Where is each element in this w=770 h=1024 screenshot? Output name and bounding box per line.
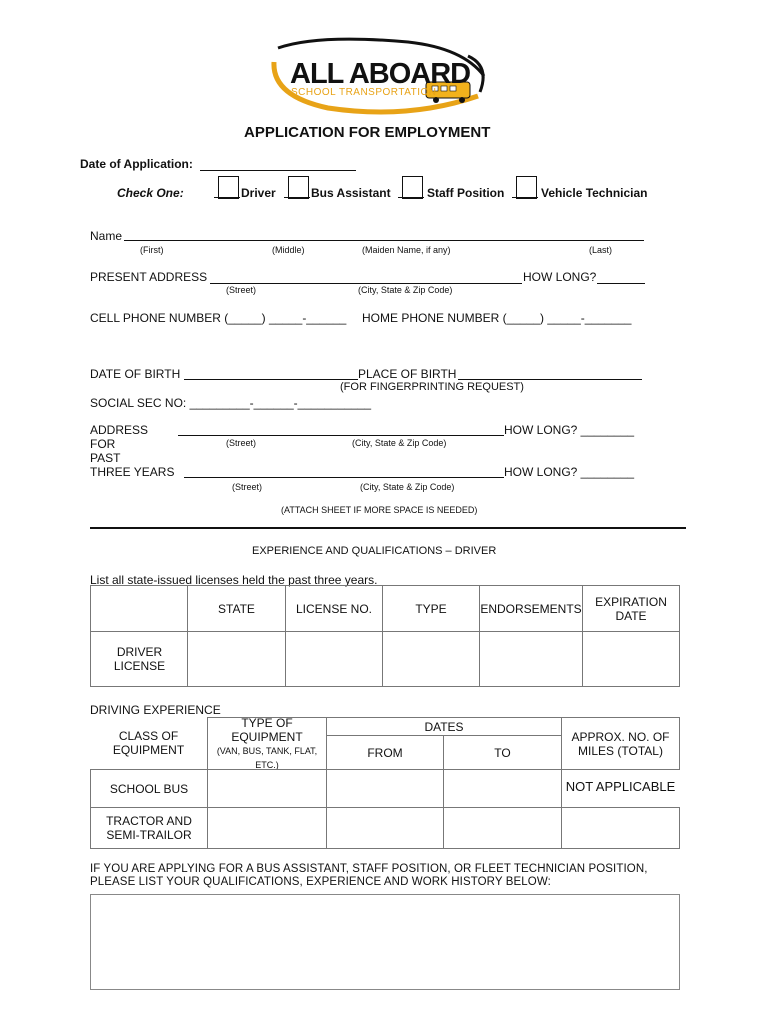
experience-heading: EXPERIENCE AND QUALIFICATIONS – DRIVER <box>252 545 497 557</box>
past-address-1-field[interactable] <box>178 435 504 436</box>
home-phone-field[interactable]: HOME PHONE NUMBER (_____) _____-_______ <box>362 311 632 325</box>
past-address-2-field[interactable] <box>184 477 504 478</box>
class-of-equipment-header: CLASS OF EQUIPMENT <box>90 717 208 770</box>
to-header: TO <box>443 735 562 770</box>
bus-assistant-checkbox[interactable] <box>288 176 309 199</box>
cell-phone-field[interactable]: CELL PHONE NUMBER (_____) _____-______ <box>90 311 347 325</box>
ssn-field[interactable]: SOCIAL SEC NO: _________-______-___________ <box>90 396 372 410</box>
bus-assistant-option-label: Bus Assistant <box>311 186 391 200</box>
city-caption: (City, State & Zip Code) <box>358 285 453 295</box>
license-expiration-cell[interactable] <box>582 631 680 687</box>
maiden-name-caption: (Maiden Name, if any) <box>362 245 451 255</box>
present-how-long-field[interactable] <box>597 283 645 284</box>
license-blank-header <box>90 585 188 632</box>
license-header-expiration: EXPIRATION DATE <box>582 585 680 632</box>
pob-label: PLACE OF BIRTH <box>358 367 457 381</box>
license-number-cell[interactable] <box>285 631 383 687</box>
driver-license-row-label: DRIVER LICENSE <box>90 631 188 687</box>
street-caption: (Street) <box>226 285 257 295</box>
attach-note: (ATTACH SHEET IF MORE SPACE IS NEEDED) <box>281 505 478 515</box>
from-header: FROM <box>326 735 444 770</box>
license-header-type: TYPE <box>382 585 480 632</box>
staff-position-checkbox[interactable] <box>402 176 423 199</box>
tractor-type-cell[interactable] <box>207 807 327 849</box>
pob-field[interactable] <box>458 379 642 380</box>
school-bus-row-label: SCHOOL BUS <box>90 769 208 808</box>
license-intro: List all state-issued licenses held the past three years. <box>90 573 378 587</box>
check-one-label: Check One: <box>117 186 184 200</box>
present-address-field[interactable] <box>210 283 522 284</box>
tractor-miles-cell[interactable] <box>561 807 680 849</box>
fingerprinting-note: (FOR FINGERPRINTING REQUEST) <box>340 381 524 393</box>
tractor-from-cell[interactable] <box>326 807 444 849</box>
vehicle-technician-checkbox[interactable] <box>516 176 537 199</box>
other-positions-instructions: IF YOU ARE APPLYING FOR A BUS ASSISTANT, STAFF POSITION, OR FLEET TECHNICIAN POSITION, PLEASE LIST YOUR QUALIFICATIONS, EXPERIENCE AND WORK HISTORY BELOW: <box>90 863 648 888</box>
logo-name: ALL ABOARD <box>290 58 471 90</box>
driver-checkbox[interactable] <box>218 176 239 199</box>
date-field[interactable] <box>200 170 356 171</box>
vehicle-technician-option-label: Vehicle Technician <box>541 186 648 200</box>
license-header-state: STATE <box>187 585 286 632</box>
middle-name-caption: (Middle) <box>272 245 305 255</box>
past-how-long-1[interactable]: HOW LONG? ________ <box>504 423 635 437</box>
present-address-label: PRESENT ADDRESS <box>90 270 208 284</box>
license-state-cell[interactable] <box>187 631 286 687</box>
type-of-equipment-header: TYPE OF EQUIPMENT (VAN, BUS, TANK, FLAT, ETC.) <box>207 717 327 770</box>
name-field[interactable] <box>124 240 644 241</box>
dob-field[interactable] <box>184 379 358 380</box>
license-header-endorsements: ENDORSEMENTS <box>479 585 583 632</box>
street-caption: (Street) <box>226 438 257 448</box>
city-caption: (City, State & Zip Code) <box>352 438 447 448</box>
work-history-textarea[interactable] <box>90 894 680 990</box>
present-how-long-label: HOW LONG? <box>523 270 597 284</box>
tractor-to-cell[interactable] <box>443 807 562 849</box>
dob-label: DATE OF BIRTH <box>90 367 181 381</box>
page-title: APPLICATION FOR EMPLOYMENT <box>244 124 491 141</box>
school-bus-to-cell[interactable] <box>443 769 562 808</box>
driving-experience-label: DRIVING EXPERIENCE <box>90 703 221 717</box>
license-header-number: LICENSE NO. <box>285 585 383 632</box>
tractor-row-label: TRACTOR AND SEMI-TRAILOR <box>90 807 208 849</box>
staff-position-option-label: Staff Position <box>427 186 505 200</box>
company-logo <box>258 36 490 124</box>
miles-header: APPROX. NO. OF MILES (TOTAL) <box>561 717 680 770</box>
school-bus-type-cell[interactable] <box>207 769 327 808</box>
school-bus-miles-cell: NOT APPLICABLE <box>565 779 676 794</box>
street-caption: (Street) <box>232 482 263 492</box>
past-address-label: ADDRESS FOR PAST THREE YEARS <box>90 423 175 479</box>
first-name-caption: (First) <box>140 245 164 255</box>
name-label: Name <box>90 229 123 243</box>
section-divider <box>90 527 686 529</box>
driver-option-label: Driver <box>241 186 276 200</box>
license-type-cell[interactable] <box>382 631 480 687</box>
last-name-caption: (Last) <box>589 245 613 255</box>
dates-header: DATES <box>326 717 562 736</box>
past-how-long-2[interactable]: HOW LONG? ________ <box>504 465 635 479</box>
city-caption: (City, State & Zip Code) <box>360 482 455 492</box>
license-endorsements-cell[interactable] <box>479 631 583 687</box>
school-bus-from-cell[interactable] <box>326 769 444 808</box>
logo-tagline: SCHOOL TRANSPORTATION <box>291 87 437 98</box>
date-label: Date of Application: <box>80 157 193 171</box>
